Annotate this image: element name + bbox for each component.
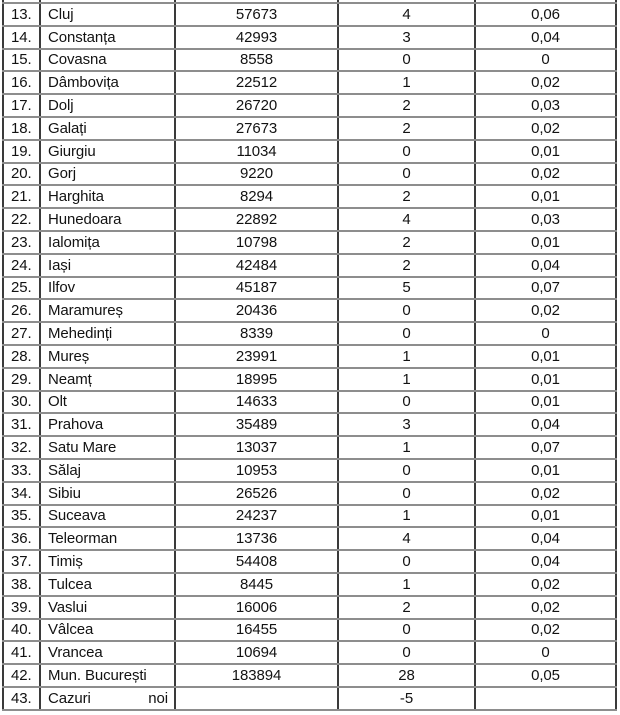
row-number-cell: 16. [3,71,40,94]
table-row [3,71,616,94]
new-cases-cell: 0 [338,299,475,322]
new-cases-cell: 3 [338,26,475,49]
county-cell: Vâlcea [40,619,175,642]
ratio-cell: 0,02 [475,71,616,94]
row-number-cell: 24. [3,254,40,277]
new-cases-cell: 0 [338,482,475,505]
ratio-cell: 0,04 [475,550,616,573]
table-row [3,664,616,687]
new-cases-cell: 0 [338,619,475,642]
total-cases-cell: 10798 [175,231,338,254]
new-cases-cell: 2 [338,254,475,277]
total-cases-cell [175,687,338,710]
table-row [3,49,616,72]
row-number-cell: 36. [3,527,40,550]
ratio-cell: 0,01 [475,459,616,482]
county-cell: Dâmbovița [40,71,175,94]
table-row [3,505,616,528]
new-cases-cell: 28 [338,664,475,687]
table-row [3,208,616,231]
row-number-cell: 31. [3,413,40,436]
county-cell: Olt [40,391,175,414]
new-cases-cell: 0 [338,49,475,72]
row-number-cell: 40. [3,619,40,642]
row-number-cell: 38. [3,573,40,596]
total-cases-cell: 11034 [175,140,338,163]
table-row [3,482,616,505]
row-number-cell: 41. [3,641,40,664]
row-number-cell: 33. [3,459,40,482]
county-cell: Suceava [40,505,175,528]
row-number-cell: 35. [3,505,40,528]
row-number-cell: 27. [3,322,40,345]
table-row [3,459,616,482]
new-cases-cell: 1 [338,345,475,368]
table-row [3,687,616,710]
row-number-cell: 29. [3,368,40,391]
table-row [3,436,616,459]
justified-label [48,690,168,707]
ratio-cell: 0,02 [475,619,616,642]
new-cases-cell: 2 [338,117,475,140]
ratio-cell: 0,01 [475,185,616,208]
new-cases-cell: 0 [338,163,475,186]
ratio-cell: 0 [475,641,616,664]
total-cases-cell: 9220 [175,163,338,186]
county-cell: Ialomița [40,231,175,254]
total-cases-cell: 22512 [175,71,338,94]
total-cases-cell: 24237 [175,505,338,528]
total-cases-cell: 57673 [175,3,338,26]
table-row [3,368,616,391]
table-row [3,277,616,300]
total-cases-cell: 16006 [175,596,338,619]
table-row [3,26,616,49]
ratio-cell: 0,01 [475,345,616,368]
new-cases-cell: 1 [338,573,475,596]
county-cell: Covasna [40,49,175,72]
row-number-cell: 15. [3,49,40,72]
table-row [3,345,616,368]
total-cases-cell: 8294 [175,185,338,208]
new-cases-cell: 4 [338,208,475,231]
ratio-cell: 0,04 [475,26,616,49]
total-cases-cell: 45187 [175,277,338,300]
county-cell: Mureș [40,345,175,368]
ratio-cell: 0,01 [475,140,616,163]
row-number-cell: 14. [3,26,40,49]
new-cases-cell: 0 [338,140,475,163]
label-word: noi [148,689,168,707]
table-row [3,573,616,596]
county-cell: Vrancea [40,641,175,664]
ratio-cell: 0,04 [475,527,616,550]
table-row [3,322,616,345]
table-row [3,117,616,140]
new-cases-cell: 2 [338,185,475,208]
county-cell: Maramureș [40,299,175,322]
new-cases-cell: 0 [338,641,475,664]
new-cases-cell: 3 [338,413,475,436]
ratio-cell: 0,02 [475,299,616,322]
row-number-cell: 28. [3,345,40,368]
county-cell: Sibiu [40,482,175,505]
ratio-cell: 0,02 [475,117,616,140]
county-cell: Galați [40,117,175,140]
total-cases-cell: 18995 [175,368,338,391]
total-cases-cell: 13037 [175,436,338,459]
ratio-cell: 0,02 [475,482,616,505]
label-word: Cazuri [48,689,91,707]
county-cell: Giurgiu [40,140,175,163]
table-body [3,0,616,710]
new-cases-cell: 2 [338,231,475,254]
row-number-cell: 21. [3,185,40,208]
county-cell: Mehedinți [40,322,175,345]
total-cases-cell: 26720 [175,94,338,117]
table-row [3,391,616,414]
new-cases-cell: 1 [338,71,475,94]
table-row [3,94,616,117]
county-cell: Neamț [40,368,175,391]
table-row [3,550,616,573]
county-cell: Vaslui [40,596,175,619]
county-cell: Satu Mare [40,436,175,459]
county-cell: Harghita [40,185,175,208]
county-cell: Iași [40,254,175,277]
new-cases-cell: 1 [338,505,475,528]
ratio-cell: 0,07 [475,436,616,459]
county-cell [40,687,175,710]
county-cell: Ilfov [40,277,175,300]
row-number-cell: 17. [3,94,40,117]
new-cases-cell: 1 [338,436,475,459]
ratio-cell: 0 [475,49,616,72]
table-row [3,140,616,163]
new-cases-cell: 0 [338,391,475,414]
total-cases-cell: 20436 [175,299,338,322]
county-cell: Dolj [40,94,175,117]
total-cases-cell: 8339 [175,322,338,345]
ratio-cell: 0 [475,322,616,345]
table-row [3,641,616,664]
total-cases-cell: 42993 [175,26,338,49]
total-cases-cell: 8445 [175,573,338,596]
total-cases-cell: 14633 [175,391,338,414]
ratio-cell: 0,03 [475,94,616,117]
total-cases-cell: 16455 [175,619,338,642]
total-cases-cell: 54408 [175,550,338,573]
row-number-cell: 37. [3,550,40,573]
total-cases-cell: 22892 [175,208,338,231]
total-cases-cell: 26526 [175,482,338,505]
row-number-cell: 20. [3,163,40,186]
row-number-cell: 32. [3,436,40,459]
total-cases-cell: 23991 [175,345,338,368]
new-cases-cell: 0 [338,550,475,573]
county-cell: Hunedoara [40,208,175,231]
row-number-cell: 30. [3,391,40,414]
county-cases-table [2,0,617,711]
county-cell: Sălaj [40,459,175,482]
new-cases-cell: 5 [338,277,475,300]
row-number-cell: 19. [3,140,40,163]
table-row [3,163,616,186]
table-row [3,596,616,619]
ratio-cell [475,687,616,710]
table-row [3,185,616,208]
new-cases-cell: -5 [338,687,475,710]
new-cases-cell: 2 [338,596,475,619]
total-cases-cell: 35489 [175,413,338,436]
row-number-cell: 13. [3,3,40,26]
total-cases-cell: 13736 [175,527,338,550]
row-number-cell: 26. [3,299,40,322]
county-cell: Timiș [40,550,175,573]
total-cases-cell: 10953 [175,459,338,482]
total-cases-cell: 183894 [175,664,338,687]
new-cases-cell: 0 [338,322,475,345]
ratio-cell: 0,02 [475,573,616,596]
county-cell: Mun. București [40,664,175,687]
table-row [3,527,616,550]
new-cases-cell: 0 [338,459,475,482]
ratio-cell: 0,05 [475,664,616,687]
row-number-cell: 22. [3,208,40,231]
county-cell: Cluj [40,3,175,26]
county-cell: Prahova [40,413,175,436]
row-number-cell: 42. [3,664,40,687]
table-row [3,3,616,26]
ratio-cell: 0,04 [475,413,616,436]
ratio-cell: 0,04 [475,254,616,277]
row-number-cell: 34. [3,482,40,505]
ratio-cell: 0,07 [475,277,616,300]
ratio-cell: 0,02 [475,163,616,186]
row-number-cell: 18. [3,117,40,140]
county-cell: Teleorman [40,527,175,550]
table-row [3,231,616,254]
ratio-cell: 0,02 [475,596,616,619]
ratio-cell: 0,01 [475,231,616,254]
table-row [3,254,616,277]
ratio-cell: 0,06 [475,3,616,26]
county-cell: Constanța [40,26,175,49]
ratio-cell: 0,01 [475,505,616,528]
total-cases-cell: 42484 [175,254,338,277]
new-cases-cell: 4 [338,527,475,550]
county-cell: Tulcea [40,573,175,596]
table-row [3,299,616,322]
county-cell: Gorj [40,163,175,186]
row-number-cell: 39. [3,596,40,619]
new-cases-cell: 1 [338,368,475,391]
table-row [3,619,616,642]
row-number-cell: 23. [3,231,40,254]
ratio-cell: 0,01 [475,391,616,414]
total-cases-cell: 27673 [175,117,338,140]
total-cases-cell: 8558 [175,49,338,72]
new-cases-cell: 4 [338,3,475,26]
total-cases-cell: 10694 [175,641,338,664]
new-cases-cell: 2 [338,94,475,117]
row-number-cell: 43. [3,687,40,710]
ratio-cell: 0,01 [475,368,616,391]
row-number-cell: 25. [3,277,40,300]
ratio-cell: 0,03 [475,208,616,231]
table-row [3,413,616,436]
